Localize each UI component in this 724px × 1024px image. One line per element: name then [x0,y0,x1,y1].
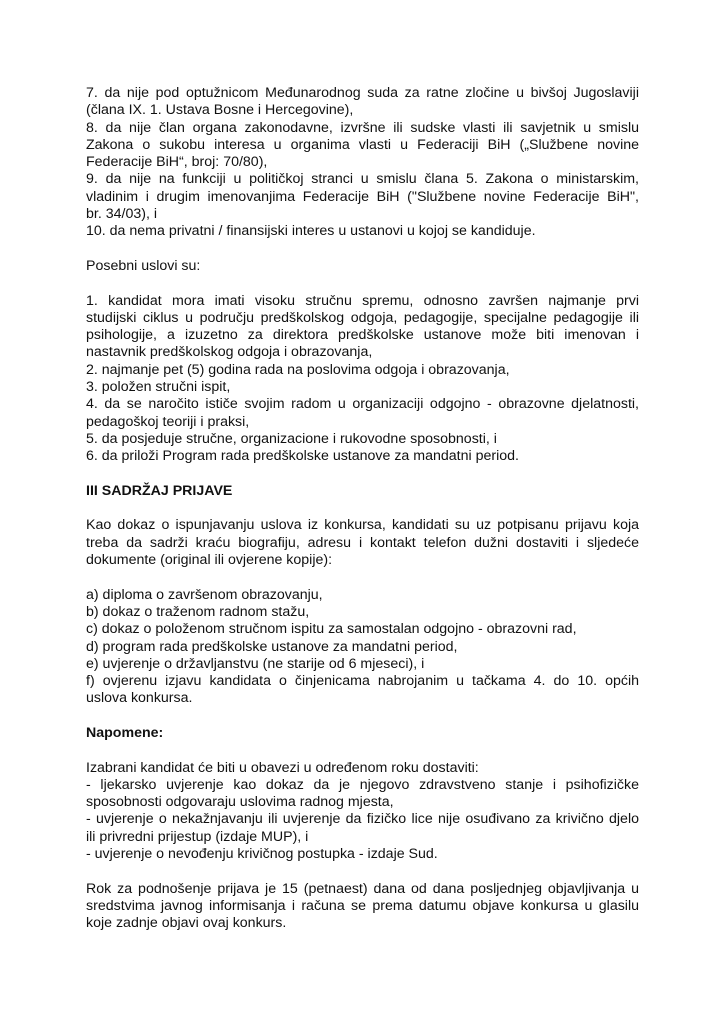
text-line: studijski ciklus u području predškolskog odgoja, pedagogije, specijalne pedagogije ili [86,309,639,326]
text-line: - ljekarsko uvjerenje kao dokaz da je njegovo zdravstveno stanje i psihofizičke [86,776,639,793]
text-line: Federacije BiH“, broj: 70/80), [86,154,268,171]
text-line: 2. najmanje pet (5) godina rada na poslovima odgoja i obrazovanja, [86,361,510,378]
text-line: 10. da nema privatni / finansijski interes u ustanovi u kojoj se kandiduje. [86,223,536,240]
text-line: 8. da nije član organa zakonodavne, izvršne ili sudske vlasti ili savjetnik u smislu [86,119,639,136]
text-line: psihologije, a izuzetno za direktora predškolske ustanove može biti imenovan i [86,327,639,344]
text-line: e) uvjerenje o državljanstvu (ne starije od 6 mjeseci), i [86,655,425,672]
text-line: c) dokaz o položenom stručnom ispitu za samostalan odgojno - obrazovni rad, [86,621,577,638]
text-line: koje zadnje objavi ovaj konkurs. [86,915,287,932]
notes-heading: Napomene: [86,724,164,741]
special-conditions-title: Posebni uslovi su: [86,257,201,274]
text-line: (člana IX. 1. Ustava Bosne i Hercegovine), [86,102,354,119]
required-documents-list [86,587,639,708]
text-line: 1. kandidat mora imati visoku stručnu spremu, odnosno završen najmanje prvi [86,292,639,309]
text-line: 7. da nije pod optužnicom Međunarodnog suda za ratne zločine u bivšoj Jugoslaviji [86,85,639,101]
text-line: 3. položen stručni ispit, [86,379,231,396]
text-line: Izabrani kandidat će biti u obavezi u određenom roku dostaviti: [86,759,479,776]
section-heading: III SADRŽAJ PRIJAVE [86,482,233,499]
text-line: uslova konkursa. [86,690,193,707]
text-line: dokumente (original ili ovjerene kopije): [86,552,333,569]
text-line: 6. da priloži Program rada predškolske ustanove za mandatni period. [86,448,519,465]
text-line: sposobnosti odgovaraju uslovima radnog mjesta, [86,794,394,811]
special-conditions-list [86,293,639,466]
text-line: sredstvima javnog informisanja i računa se prema datumu objave konkursa u glasilu [86,897,639,914]
text-line: ili privredni prijestup (izdaje MUP), i [86,828,309,845]
text-line: f) ovjerenu izjavu kandidata o činjenicama nabrojanim u tačkama 4. do 10. općih [86,673,639,690]
text-line: br. 34/03), i [86,206,157,223]
text-line: Kao dokaz o ispunjavanju uslova iz konkursa, kandidati su uz potpisanu prijavu koja [86,517,639,534]
text-line: treba da sadrži kraću biografiju, adresu i kontakt telefon dužni dostaviti i sljedeće [86,534,639,551]
text-line: Zakona o sukobu interesa u organima vlasti u Federaciji BiH („Službene novine [86,136,639,153]
text-line: 9. da nije na funkciji u političkoj stranci u smislu člana 5. Zakona o ministarskim, [86,171,639,188]
notes-list [86,760,639,864]
deadline-paragraph [86,881,639,933]
text-line: 4. da se naročito ističe svojim radom u organizaciji odgojno - obrazovne djelatnosti, [86,396,639,413]
text-line: b) dokaz o traženom radnom stažu, [86,603,310,620]
general-conditions-list [86,85,639,241]
text-line: vladinim i drugim imenovanjima Federacije BiH ("Službene novine Federacije BiH", [86,188,639,205]
text-line: - uvjerenje o nevođenju krivičnog postupka - izdaje Sud. [86,846,438,863]
text-line: 5. da posjeduje stručne, organizacione i rukovodne sposobnosti, i [86,430,497,447]
text-line: a) diploma o završenom obrazovanju, [86,586,323,603]
text-line: - uvjerenje o nekažnjavanju ili uvjerenje da fizičko lice nije osuđivano za krivično djelo [86,811,639,828]
document-page [86,85,639,933]
text-line: d) program rada predškolske ustanove za mandatni period, [86,638,458,655]
text-line: pedagoškoj teoriji i praksi, [86,413,250,430]
text-line: Rok za podnošenje prijava je 15 (petnaest) dana od dana posljednjeg objavljivanja u [86,880,639,897]
text-line: nastavnik predškolskog odgoja i obrazovanja, [86,344,373,361]
application-intro [86,517,639,569]
